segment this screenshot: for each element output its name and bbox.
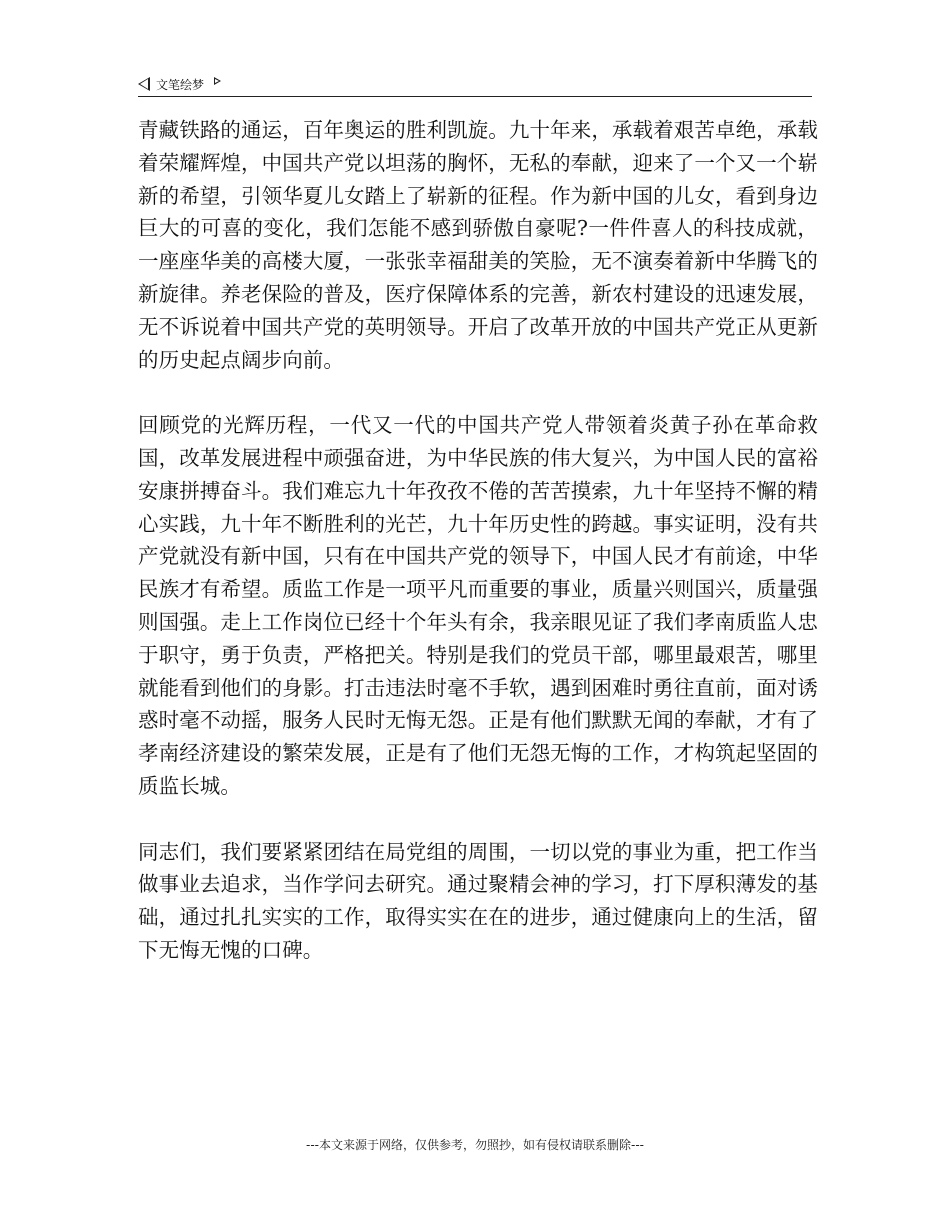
- triangle-right-icon: [214, 77, 221, 85]
- paragraph-2: 回顾党的光辉历程，一代又一代的中国共产党人带领着炎黄子孙在革命救国，改革发展进程中顽强奋进，为中华民族的伟大复兴，为中国人民的富裕安康拼搏奋斗。我们难忘九十年孜孜不倦的苦苦摸索，九十年坚持不懈的精心实践，九十年不断胜利的光芒，九十年历史性的跨越。事实证明，没有共产党就没有新中国，只有在中国共产党的领导下，中国人民才有前途，中华民族才有希望。质监工作是一项平凡而重要的事业，质量兴则国兴，质量强则国强。走上工作岗位已经十个年头有余，我亲眼见证了我们孝南质监人忠于职守，勇于负责，严格把关。特别是我们的党员干部，哪里最艰苦，哪里就能看到他们的身影。打击违法时毫不手软，遇到困难时勇往直前，面对诱惑时毫不动摇，服务人民时无悔无怨。正是有他们默默无闻的奉献，才有了孝南经济建设的繁荣发展，正是有了他们无怨无悔的工作，才构筑起坚固的质监长城。: [138, 413, 818, 798]
- footer-notice: ---本文来源于网络，仅供参考，勿照抄，如有侵权请联系删除---: [306, 1138, 644, 1152]
- header-title: 文笔绘梦: [156, 77, 205, 92]
- document-body: [138, 114, 818, 1000]
- paragraph-3: 同志们，我们要紧紧团结在局党组的周围，一切以党的事业为重，把工作当做事业去追求，当作学问去研究。通过聚精会神的学习，打下厚积薄发的基础，通过扎扎实实的工作，取得实实在在的进步，通过健康向上的生活，留下无悔无愧的口碑。: [138, 839, 818, 962]
- page-header: [138, 72, 812, 97]
- triangle-left-icon: [138, 77, 150, 91]
- paragraph-1: 青藏铁路的通运，百年奥运的胜利凯旋。九十年来，承载着艰苦卓绝，承载着荣耀辉煌，中国共产党以坦荡的胸怀，无私的奉献，迎来了一个又一个崭新的希望，引领华夏儿女踏上了崭新的征程。作为新中国的儿女，看到身边巨大的可喜的变化，我们怎能不感到骄傲自豪呢?一件件喜人的科技成就，一座座华美的高楼大厦，一张张幸福甜美的笑脸，无不演奏着新中华腾飞的新旋律。养老保险的普及，医疗保障体系的完善，新农村建设的迅速发展，无不诉说着中国共产党的英明领导。开启了改革开放的中国共产党正从更新的历史起点阔步向前。: [138, 118, 818, 372]
